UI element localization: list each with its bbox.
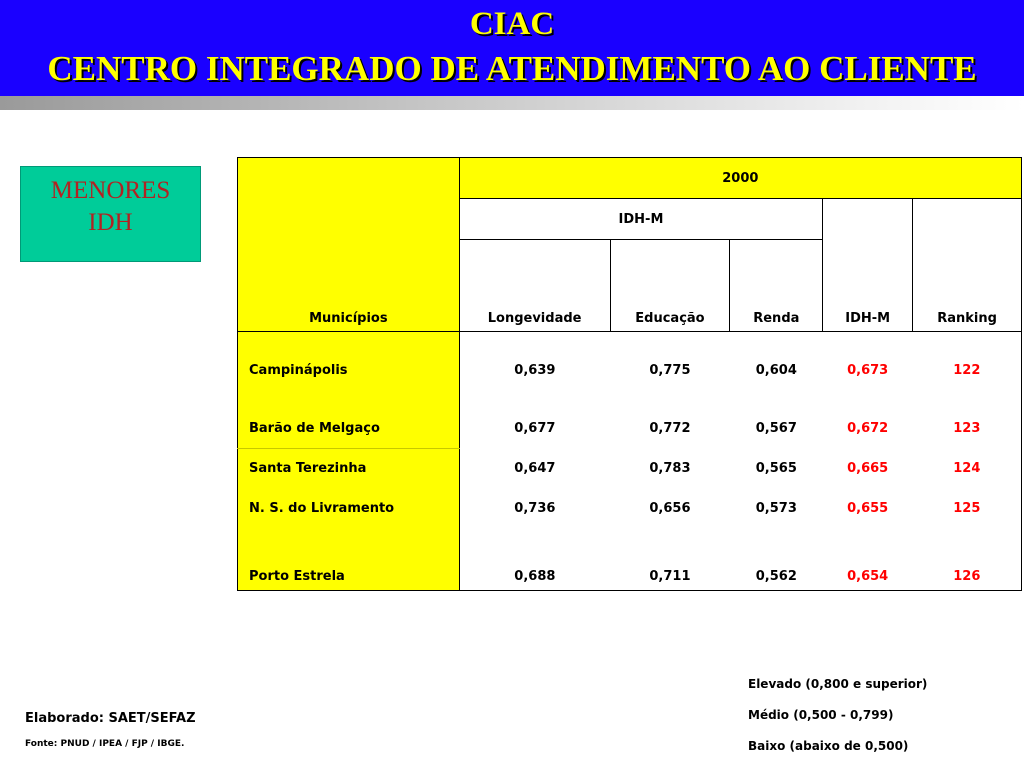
municipio-cell: Porto Estrela xyxy=(238,529,460,591)
badge-line-1: MENORES xyxy=(50,177,171,204)
longevidade-cell: 0,639 xyxy=(514,362,556,378)
header-divider xyxy=(0,96,1024,110)
longevidade-cell: 0,677 xyxy=(514,421,556,436)
legend-high: Elevado (0,800 e superior) xyxy=(748,677,928,691)
idhm-cell: 0,665 xyxy=(847,461,889,476)
legend-low: Baixo (abaixo de 0,500) xyxy=(748,739,909,753)
educacao-cell: 0,775 xyxy=(649,362,691,378)
municipio-cell: Barão de Melgaço xyxy=(238,409,460,449)
renda-cell: 0,565 xyxy=(755,461,797,476)
ranking-cell: 126 xyxy=(913,529,1022,591)
table-row xyxy=(238,332,1022,409)
source-text: Fonte: PNUD / IPEA / FJP / IBGE. xyxy=(25,739,185,749)
table-row xyxy=(238,529,1022,591)
idhm-cell: 0,672 xyxy=(847,421,889,436)
ranking-cell: 125 xyxy=(913,489,1022,529)
renda-cell: 0,573 xyxy=(755,501,797,516)
table-row xyxy=(238,489,1022,529)
municipio-cell: Campinápolis xyxy=(238,332,460,409)
educacao-cell: 0,772 xyxy=(649,421,691,436)
legend-medium: Médio (0,500 - 0,799) xyxy=(748,708,894,722)
ranking-cell: 123 xyxy=(913,409,1022,449)
table-row xyxy=(238,449,1022,489)
credit-text: Elaborado: SAET/SEFAZ xyxy=(25,711,196,726)
menores-idh-badge xyxy=(20,166,201,262)
longevidade-cell: 0,736 xyxy=(514,501,556,516)
idhm-cell: 0,673 xyxy=(847,362,889,378)
slide-title: CIAC xyxy=(469,6,555,42)
year-header: 2000 xyxy=(459,158,1021,199)
table-row xyxy=(238,409,1022,449)
longevidade-cell: 0,647 xyxy=(514,461,556,476)
educacao-cell: 0,783 xyxy=(649,461,691,476)
slide-subtitle: CENTRO INTEGRADO DE ATENDIMENTO AO CLIENTE xyxy=(47,49,977,88)
ranking-cell: 124 xyxy=(913,449,1022,489)
col-header-renda: Renda xyxy=(730,240,823,332)
col-header-educacao: Educação xyxy=(610,240,730,332)
ranking-cell: 122 xyxy=(913,332,1022,409)
col-header-ranking: Ranking xyxy=(913,199,1022,332)
educacao-cell: 0,711 xyxy=(610,529,730,591)
col-header-municipios: Municípios xyxy=(238,158,460,332)
educacao-cell: 0,656 xyxy=(649,501,691,516)
idh-table xyxy=(237,157,1022,591)
longevidade-cell: 0,688 xyxy=(459,529,610,591)
idhm-cell: 0,654 xyxy=(823,529,913,591)
col-header-longevidade: Longevidade xyxy=(459,240,610,332)
municipio-cell: N. S. do Livramento xyxy=(238,489,460,529)
idhm-group-header: IDH-M xyxy=(459,199,823,240)
renda-cell: 0,562 xyxy=(730,529,823,591)
col-header-idhm: IDH-M xyxy=(823,199,913,332)
badge-line-2: IDH xyxy=(88,209,133,236)
municipio-cell: Santa Terezinha xyxy=(238,449,460,489)
idhm-cell: 0,655 xyxy=(847,501,889,516)
renda-cell: 0,567 xyxy=(755,421,797,436)
renda-cell: 0,604 xyxy=(755,362,797,378)
